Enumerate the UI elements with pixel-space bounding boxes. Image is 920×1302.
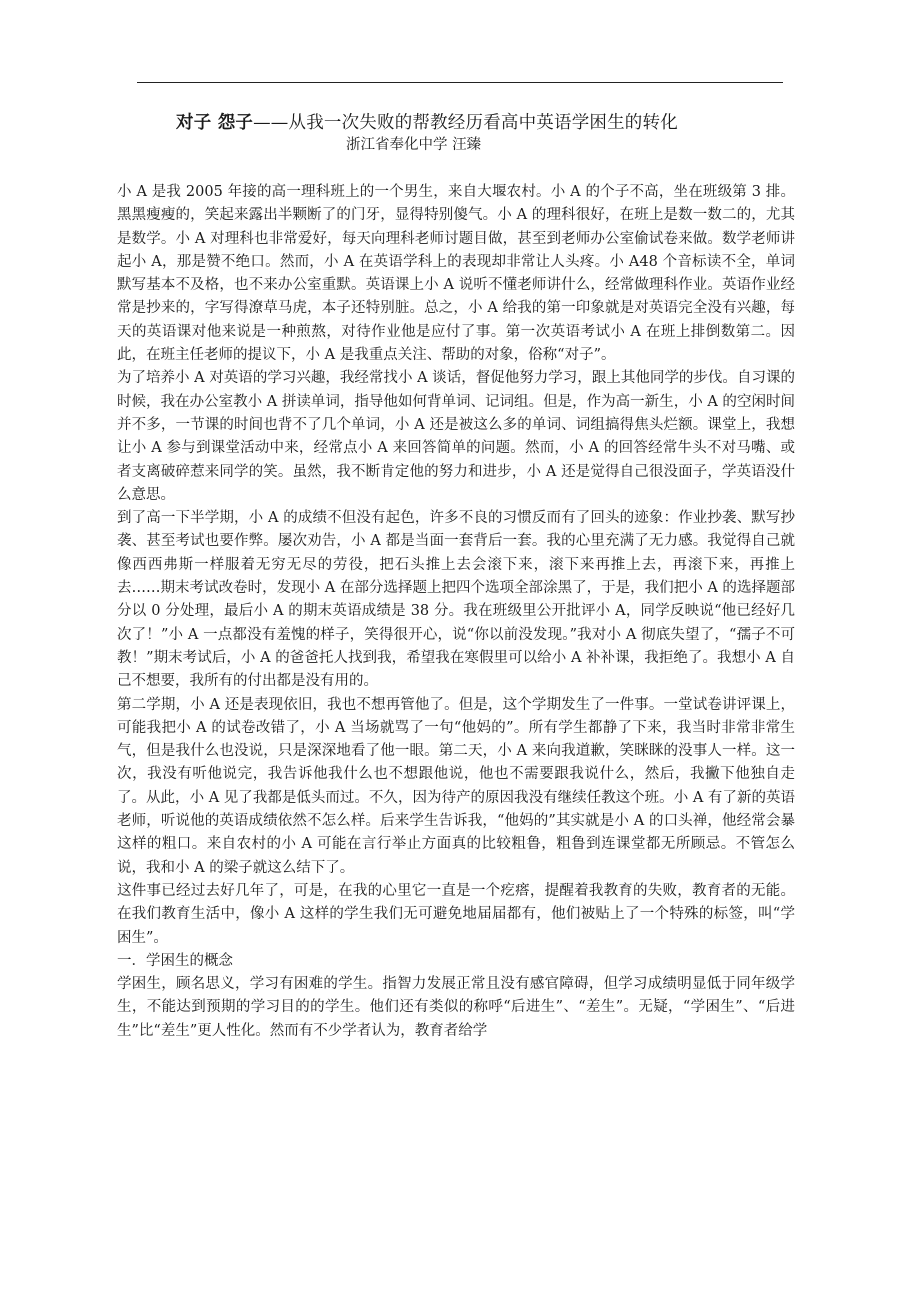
paragraph: 学困生，顾名思义，学习有困难的学生。指智力发展正常且没有感官障碍，但学习成绩明显低于同年级学生，不能达到预期的学习目的的学生。他们还有类似的称呼“后进生”、“差生”。无疑，“学困生”、“后进生”比“差生”更人性化。然而有不少学者认为，教育者给学	[117, 976, 795, 1039]
document-title	[176, 110, 816, 136]
section-heading: 一．学困生的概念	[117, 952, 233, 969]
author-byline: 浙江省奉化中学 汪臻	[346, 137, 482, 153]
title-main: 对子 怨子	[176, 113, 254, 133]
paragraph: 这件事已经过去好几年了，可是，在我的心里它一直是一个疙瘩，提醒着我教育的失败，教育者的无能。在我们教育生活中，像小 A 这样的学生我们无可避免地届届都有，他们被贴上了一个特殊的标签，叫“学困生”。	[117, 882, 795, 946]
paragraph: 到了高一下半学期，小 A 的成绩不但没有起色，许多不良的习惯反而有了回头的迹象：作业抄袭、默写抄袭、甚至考试也要作弊。屡次劝告，小 A 都是当面一套背后一套。我的心里充满了无力感。我觉得自己就像西西弗斯一样服着无穷无尽的劳役，把石头推上去会滚下来，滚下来再推上去，再滚下来，再推上去……期末考试改卷时，发现小 A 在部分选择题上把四个选项全部涂黑了，于是，我们把小 A 的选择题部分以 0 分处理，最后小 A 的期末英语成绩是 38 分。我在班级里公开批评小 A，同学反映说“他已经好几次了！”小 A 一点都没有羞愧的样子，笑得很开心，说“你以前没发现。”我对小 A 彻底失望了，“孺子不可教！”期末考试后，小 A 的爸爸托人找到我，希望我在寒假里可以给小 A 补补课，我拒绝了。我想小 A 自己不想要，我所有的付出都是没有用的。	[117, 510, 795, 690]
header-rule	[137, 82, 783, 83]
paragraph: 为了培养小 A 对英语的学习兴趣，我经常找小 A 谈话，督促他努力学习，跟上其他同学的步伐。自习课的时候，我在办公室教小 A 拼读单词，指导他如何背单词、记词组。但是，作为高一新生，小 A 的空闲时间并不多，一节课的时间也背不了几个单词，小 A 还是被这么多的单词、词组搞得焦头烂额。课堂上，我想让小 A 参与到课堂活动中来，经常点小 A 来回答简单的问题。然而，小 A 的回答经常牛头不对马嘴、或者支离破碎惹来同学的笑。虽然，我不断肯定他的努力和进步，小 A 还是觉得自己很没面子，学英语没什么意思。	[117, 370, 795, 503]
title-subtitle: ——从我一次失败的帮教经历看高中英语学困生的转化	[253, 113, 678, 133]
paragraph: 小 A 是我 2005 年接的高一理科班上的一个男生，来自大堰农村。小 A 的个子不高，坐在班级第 3 排。黑黑瘦瘦的，笑起来露出半颗断了的门牙，显得特别傻气。小 A 的理科很好，在班上是数一数二的，尤其是数学。小 A 对理科也非常爱好，每天向理科老师讨题目做，甚至到老师办公室偷试卷来做。数学老师讲起小 A，那是赞不绝口。然而，小 A 在英语学科上的表现却非常让人头疼。小 A48 个音标读不全，单词默写基本不及格，也不来办公室重默。英语课上小 A 说听不懂老师讲什么，经常做理科作业。英语作业经常是抄来的，字写得潦草马虎，本子还特别脏。总之，小 A 给我的第一印象就是对英语完全没有兴趣，每天的英语课对他来说是一种煎熬，对待作业他是应付了事。第一次英语考试小 A 在班上排倒数第二。因此，在班主任老师的提议下，小 A 是我重点关注、帮助的对象，俗称“对子”。	[117, 184, 795, 364]
paragraph: 第二学期，小 A 还是表现依旧，我也不想再管他了。但是，这个学期发生了一件事。一堂试卷讲评课上，可能我把小 A 的试卷改错了，小 A 当场就骂了一句“他妈的”。所有学生都静了下来，我当时非常非常生气，但是我什么也没说，只是深深地看了他一眼。第二天，小 A 来向我道歉，笑眯眯的没事人一样。这一次，我没有听他说完，我告诉他我什么也不想跟他说，他也不需要跟我说什么，然后，我撇下他独自走了。从此，小 A 见了我都是低头而过。不久，因为待产的原因我没有继续任教这个班。小 A 有了新的英语老师，听说他的英语成绩依然不怎么样。后来学生告诉我，“他妈的”其实就是小 A 的口头禅，他经常会暴这样的粗口。来自农村的小 A 可能在言行举止方面真的比较粗鲁，粗鲁到连课堂都无所顾忌。不管怎么说，我和小 A 的梁子就这么结下了。	[117, 696, 795, 876]
article-body	[117, 181, 795, 1043]
